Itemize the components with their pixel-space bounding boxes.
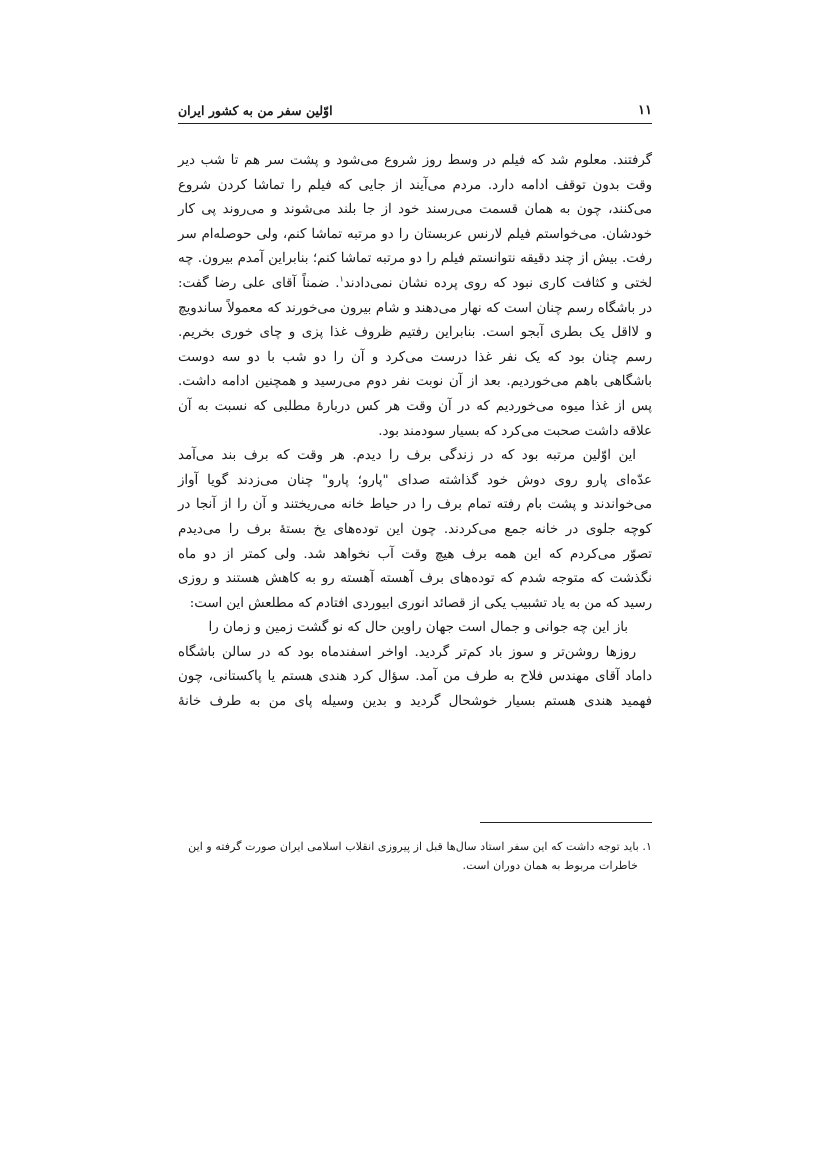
footnote-line — [178, 837, 652, 856]
text-line: می‌خواندند و پشت بام رفته تمام برف را در حیاط خانه می‌ریختند و آن را از آنجا در — [178, 497, 652, 513]
footnote-text: باید توجه داشت که این سفر استاد سال‌ها قبل از پیروزی انقلاب اسلامی ایران صورت گرفته و این — [188, 840, 639, 853]
text-line: رسید که من به یاد تشبیب یکی از قصائد انوری ابیوردی افتادم که مطلعش این است: — [189, 595, 652, 611]
page-number: ۱۱ — [638, 103, 652, 118]
text-line: عدّه‌ای پارو روی دوش خود گذاشته صدای "پارو؛ پارو" چنان می‌زدند گویا آواز — [178, 472, 652, 488]
running-header — [178, 101, 652, 124]
text-line: باشگاهی باهم می‌خوردیم. بعد از آن نوبت نفر دوم می‌رسید و همچنین ادامه داشت. — [178, 374, 652, 390]
text-line: نگذشت که متوجه شدم که توده‌های برف آهسته آهسته رو به کاهش هستند و روزی — [178, 571, 652, 587]
text-line: وقت بدون توقف ادامه دارد. مردم می‌آیند از جایی که فیلم را تماشا کردن شروع — [178, 177, 652, 193]
verse-hemistich-2: وین حال که نو گشت زمین و زمان را — [208, 620, 412, 636]
text-line: تصوّر می‌کردم که این همه برف هیچ وقت آب نخواهد شد. ولی کمتر از دو ماه — [178, 546, 652, 562]
text-line: پس از غذا میوه می‌خوردیم که در آن وقت هر کس دربارهٔ مطلبی که نسبت به آن — [178, 398, 652, 414]
text-segment: . ضمناً آقای علی رضا گفت: — [178, 275, 340, 291]
footnote-divider — [480, 822, 652, 823]
text-line: و لااقل یک بطری آبجو است. بنابراین رفتیم ظروف غذا پزی و چای خوری بخریم. — [178, 325, 652, 341]
footnote-number: ۱. — [642, 840, 652, 853]
text-line: این اوّلین مرتبه بود که در زندگی برف را دیدم. هر وقت که برف بند می‌آمد — [178, 448, 636, 464]
text-line: داماد آقای مهندس فلاح به طرف من آمد. سؤال کرد هندی هستم یا پاکستانی، چون — [178, 669, 652, 685]
text-line: کوچه جلوی در خانه جمع می‌کردند. چون این توده‌های یخ بستهٔ برف را می‌دیدم — [178, 521, 652, 537]
poem-verse — [178, 616, 652, 641]
verse-hemistich-1: باز این چه جوانی و جمال است جهان را — [411, 620, 628, 636]
text-line: فهمید هندی هستم بسیار خوشحال گردید و بدین وسیله پای من به طرف خانهٔ — [178, 694, 652, 710]
text-line: در باشگاه رسم چنان است که نهار می‌دهند و شام بیرون می‌خورند که معمولاً ساندویچ — [178, 300, 652, 316]
footnote-reference: ۱ — [339, 274, 344, 284]
footnote — [178, 837, 652, 875]
text-line: گرفتند. معلوم شد که فیلم در وسط روز شروع می‌شود و پشت سر هم تا شب دیر — [178, 153, 652, 168]
text-line: می‌کنند، چون به همان قسمت می‌رسند خود از جا بلند می‌شوند و می‌روند پی کار — [178, 202, 652, 218]
text-segment: لختی و کثافت کاری نبود که روی پرده نشان نمی‌دادند — [343, 275, 653, 291]
text-line: خودشان. می‌خواستم فیلم لارنس عربستان را دو مرتبه تماشا کنم، ولی حوصله‌ام سر — [178, 226, 652, 242]
body-text — [178, 149, 652, 715]
text-line: رفت. بیش از چند دقیقه نتوانستم فیلم را دو مرتبه تماشا کنم؛ بنابراین آمدم بیرون. چه — [178, 251, 652, 267]
header-title: اوّلین سفر من به کشور ایران — [178, 103, 333, 118]
text-line: روزها روشن‌تر و سوز باد کم‌تر گردید. اواخر اسفندماه بود که در سالن باشگاه — [178, 644, 636, 660]
text-line: رسم چنان بود که یک نفر غذا درست می‌کرد و آن را دو شب با دو سه دوست — [178, 349, 652, 365]
footnote-line: خاطرات مربوط به همان دوران است. — [462, 859, 638, 872]
text-line — [178, 272, 652, 297]
text-line: علاقه داشت صحبت می‌کرد که بسیار سودمند بود. — [378, 423, 652, 439]
